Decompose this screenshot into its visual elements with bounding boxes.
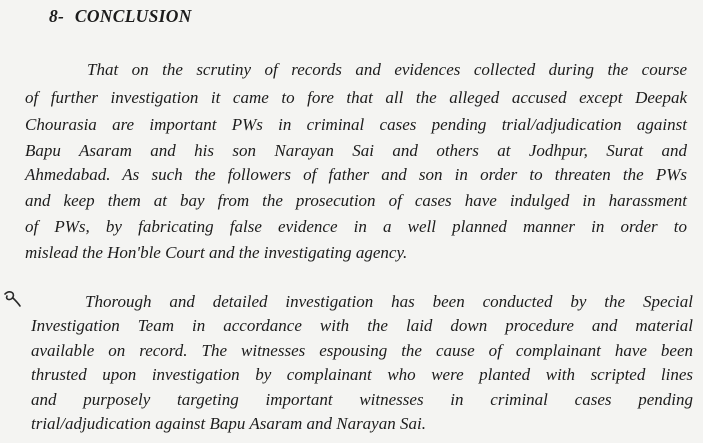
- paragraph-1-line-3: Chourasia are important PWs in criminal cases pending trial/adjudication against: [25, 115, 687, 134]
- handwritten-margin-mark: [1, 288, 23, 310]
- paragraph-2-line-5: and purposely targeting important witnesses in criminal cases pending: [31, 390, 693, 409]
- paragraph-1-line-1: That on the scrutiny of records and evidences collected during the course: [87, 60, 687, 79]
- paragraph-2-line-3: available on record. The witnesses espousing the cause of complainant have been: [31, 341, 693, 360]
- section-title: CONCLUSION: [74, 6, 192, 26]
- paragraph-1-line-8: mislead the Hon'ble Court and the investigating agency.: [25, 243, 408, 262]
- paragraph-2-line-2: Investigation Team in accordance with the laid down procedure and material: [31, 316, 693, 335]
- paragraph-2-line-4: thrusted upon investigation by complainant who were planted with scripted lines: [31, 365, 693, 384]
- paragraph-1-line-6: and keep them at bay from the prosecution of cases have indulged in harassment: [25, 191, 687, 210]
- section-number: 8-: [49, 6, 65, 26]
- paragraph-1-line-7: of PWs, by fabricating false evidence in a well planned manner in order to: [25, 217, 687, 236]
- paragraph-1-line-4: Bapu Asaram and his son Narayan Sai and others at Jodhpur, Surat and: [25, 141, 687, 160]
- paragraph-1-line-2: of further investigation it came to fore that all the alleged accused except Deepak: [25, 88, 687, 107]
- paragraph-2-line-6: trial/adjudication against Bapu Asaram and Narayan Sai.: [31, 414, 426, 433]
- paragraph-2-line-1: Thorough and detailed investigation has been conducted by the Special: [85, 292, 693, 311]
- section-heading: [49, 6, 192, 27]
- paragraph-1-line-5: Ahmedabad. As such the followers of father and son in order to threaten the PWs: [25, 165, 687, 184]
